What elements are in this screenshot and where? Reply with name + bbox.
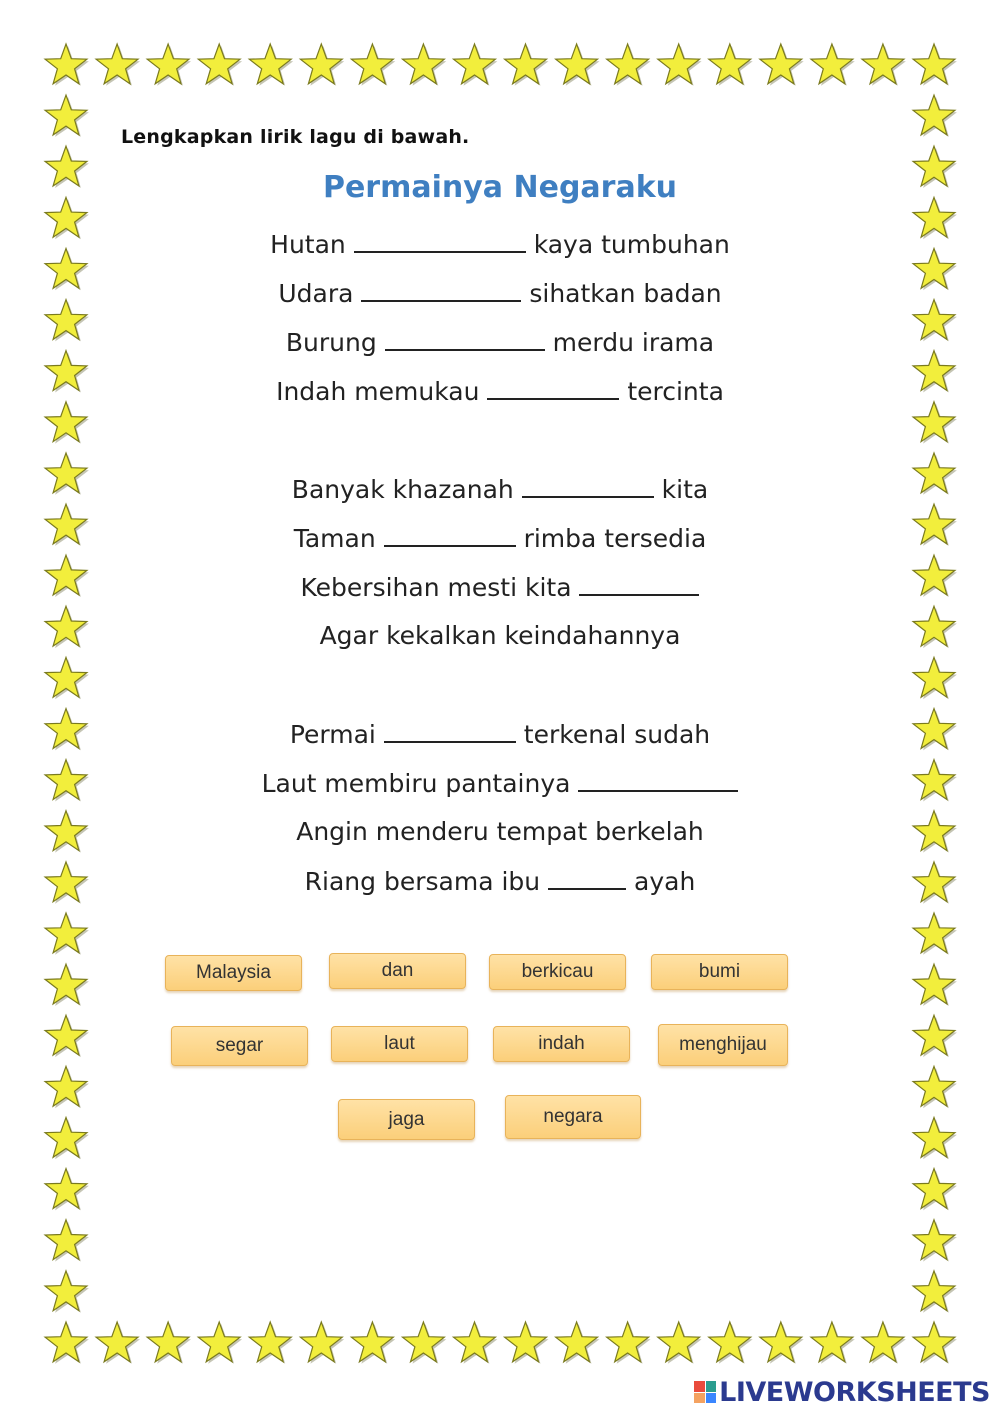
border-star [760,44,804,86]
border-star [249,1322,293,1364]
answer-blank[interactable] [579,572,699,596]
border-star [45,913,89,955]
border-star [913,44,957,86]
border-star [454,1322,498,1364]
lyric-line: Agar kekalkan keindahannya [319,621,681,650]
border-star [198,44,242,86]
liveworksheets-brand [694,1377,990,1407]
border-star [45,1322,89,1364]
border-star [913,1271,957,1313]
border-star [556,1322,600,1364]
border-star [607,44,651,86]
border-star [760,1322,804,1364]
border-star [147,1322,191,1364]
border-star [96,44,140,86]
instruction-text: Lengkapkan lirik lagu di bawah. [121,126,470,148]
border-star [811,44,855,86]
lyric-line: Laut membiru pantainya [0,768,1000,799]
border-star [862,1322,906,1364]
border-star [556,44,600,86]
border-star [45,44,89,86]
border-star [913,402,957,444]
lyric-line: Taman rimba tersedia [293,524,707,553]
answer-blank[interactable] [354,229,526,253]
word-chip[interactable]: Malaysia [165,955,302,991]
answer-blank[interactable] [385,327,545,351]
lyric-line: Indah memukau tercinta [276,377,724,406]
border-star [913,1015,957,1057]
border-star [505,44,549,86]
border-star [45,95,89,137]
border-star [913,657,957,699]
border-star [300,1322,344,1364]
lyric-line: Permai terkenal sudah [289,720,711,749]
border-star [147,44,191,86]
border-star [198,1322,242,1364]
answer-blank[interactable] [578,768,738,792]
border-star [658,1322,702,1364]
border-star [45,1271,89,1313]
border-star [45,1118,89,1160]
border-star [913,1118,957,1160]
word-chip[interactable]: jaga [338,1099,475,1140]
lyric-line: Hutan kaya tumbuhan [270,230,730,259]
border-star [45,657,89,699]
border-star [45,1220,89,1262]
word-chip[interactable]: indah [493,1026,630,1062]
word-chip[interactable]: laut [331,1026,468,1062]
border-star [607,1322,651,1364]
border-star [403,1322,447,1364]
border-star [658,44,702,86]
answer-blank[interactable] [384,523,516,547]
border-star [454,44,498,86]
answer-blank[interactable] [522,474,654,498]
answer-blank[interactable] [384,719,516,743]
answer-blank[interactable] [487,376,619,400]
border-star [403,44,447,86]
border-star [249,44,293,86]
brand-text: LIVEWORKSHEETS [719,1376,990,1408]
border-star [913,913,957,955]
border-star [913,1322,957,1364]
border-star [913,95,957,137]
border-star [913,964,957,1006]
answer-blank[interactable] [548,866,626,890]
lyric-line: Kebersihan mesti kita [0,572,1000,603]
word-chip[interactable]: dan [329,953,466,989]
border-star [505,1322,549,1364]
border-star [913,1169,957,1211]
border-star [913,1066,957,1108]
border-star [96,1322,140,1364]
lyric-line: Banyak khazanah kita [291,475,709,504]
word-chip[interactable]: menghijau [658,1024,788,1066]
border-star [351,44,395,86]
border-star [862,44,906,86]
answer-blank[interactable] [361,278,521,302]
word-chip[interactable]: segar [171,1026,308,1066]
lyric-line: Udara sihatkan badan [278,279,722,308]
border-star [351,1322,395,1364]
border-star [811,1322,855,1364]
lyric-line: Riang bersama ibu ayah [304,867,696,896]
border-star [45,964,89,1006]
liveworksheets-logo-icon [694,1381,716,1403]
border-star [300,44,344,86]
border-star [45,402,89,444]
border-star [709,44,753,86]
border-star [45,1066,89,1108]
word-chip[interactable]: bumi [651,954,788,990]
lyric-line: Burung merdu irama [285,328,715,357]
song-title: Permainya Negaraku [322,170,678,205]
word-chip[interactable]: negara [505,1095,641,1139]
border-star [45,1169,89,1211]
border-star [45,1015,89,1057]
word-chip[interactable]: berkicau [489,954,626,990]
border-star [709,1322,753,1364]
lyric-line: Angin menderu tempat berkelah [296,817,704,846]
border-star [913,1220,957,1262]
